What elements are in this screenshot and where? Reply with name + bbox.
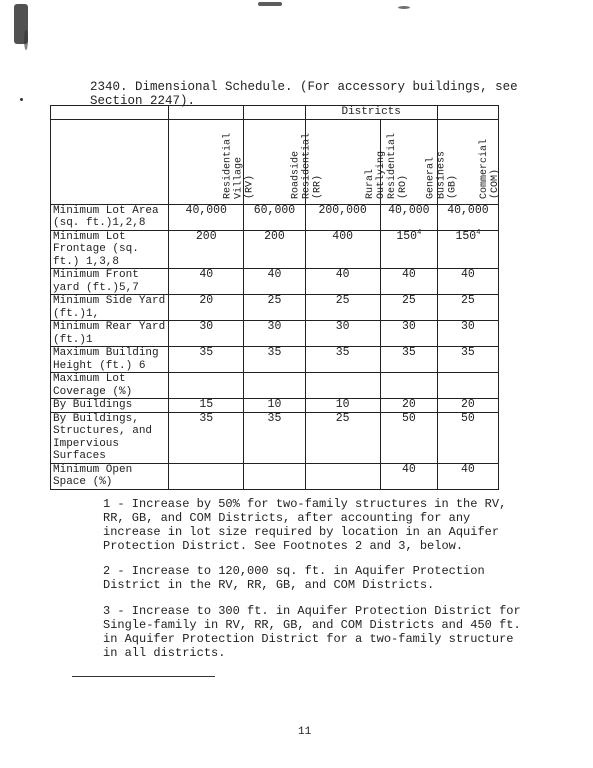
table-row xyxy=(51,230,499,269)
table-cell xyxy=(437,373,498,399)
table-cell xyxy=(437,295,498,321)
column-header-blank xyxy=(51,119,169,204)
table-row xyxy=(51,412,499,463)
cell-value: 40 xyxy=(401,462,416,476)
footnote-ref: 4 xyxy=(476,228,481,237)
cell-value: 25 xyxy=(335,294,350,307)
column-header xyxy=(169,119,256,204)
cell-value: 25 xyxy=(401,294,416,307)
table-cell xyxy=(305,204,380,230)
table-row xyxy=(51,321,499,347)
cell-value: 30 xyxy=(267,320,282,333)
cell-value: 25 xyxy=(267,294,282,307)
cell-value: 200 xyxy=(264,229,285,243)
table-cell xyxy=(169,321,244,347)
cell-value: 60,000 xyxy=(253,203,296,217)
row-label: By Buildings xyxy=(51,399,169,413)
cell-value: 15 xyxy=(199,398,214,411)
table-cell xyxy=(437,463,498,489)
row-label: Minimum Rear Yard (ft.)1 xyxy=(51,321,169,347)
table-corner xyxy=(51,106,169,120)
cell-value: 35 xyxy=(267,346,282,359)
table-cell xyxy=(244,295,305,321)
table-row xyxy=(51,399,499,413)
table-cell xyxy=(244,399,305,413)
footnote-ref: 4 xyxy=(417,228,422,237)
table-cell xyxy=(244,204,305,230)
footnote: 2 - Increase to 120,000 sq. ft. in Aquifer Protection District in the RV, RR, GB, and COM Districts. xyxy=(103,564,485,592)
cell-value: 40 xyxy=(461,462,475,476)
table-cell xyxy=(380,295,437,321)
cell-value: 30 xyxy=(461,320,475,333)
table-cell xyxy=(437,321,498,347)
table-cell xyxy=(437,269,498,295)
cell-value: 25 xyxy=(461,294,475,307)
scan-speck xyxy=(398,6,410,9)
table-cell xyxy=(380,230,437,269)
districts-header: Districts xyxy=(305,106,437,120)
column-header-label: Roadside Residential (RR) xyxy=(290,133,324,200)
column-header xyxy=(244,119,324,204)
row-label: Maximum Building Height (ft.) 6 xyxy=(51,347,169,373)
cell-value: 40 xyxy=(401,268,416,281)
table-cell xyxy=(305,230,380,269)
table-cell xyxy=(380,463,437,489)
table-row xyxy=(51,204,499,230)
page-number: 11 xyxy=(298,726,312,738)
cell-value: 50 xyxy=(401,411,416,425)
cell-value: 200,000 xyxy=(318,203,367,217)
table-cell xyxy=(437,347,498,373)
column-header xyxy=(305,119,409,204)
table-cell xyxy=(380,399,437,413)
cell-value: 40 xyxy=(267,268,282,281)
table-cell xyxy=(305,321,380,347)
column-header-label: Commercial (COM) xyxy=(478,139,501,200)
row-label: Minimum Lot Frontage (sq. ft.) 1,3,8 xyxy=(51,230,169,269)
table-row xyxy=(51,295,499,321)
cell-value: 40,000 xyxy=(185,203,227,217)
column-header xyxy=(380,119,459,204)
table-cell xyxy=(305,269,380,295)
cell-value: 150 xyxy=(455,229,477,243)
table-cell xyxy=(244,463,305,489)
table-cell xyxy=(305,412,380,463)
cell-value: 200 xyxy=(195,229,217,243)
table-cell xyxy=(169,412,244,463)
row-label: Minimum Open Space (%) xyxy=(51,463,169,489)
cell-value: 25 xyxy=(335,411,350,425)
footnote-divider xyxy=(72,676,215,677)
table-cell xyxy=(169,230,244,269)
cell-value: 50 xyxy=(461,411,475,425)
table-cell xyxy=(380,269,437,295)
table-cell xyxy=(305,295,380,321)
column-header-label: General Business (GB) xyxy=(425,151,459,200)
footnote: 1 - Increase by 50% for two-family structures in the RV, RR, GB, and COM Districts, after accounting for any increase in lot size required by location in an Aquifer Protection District. See Footnotes 2 and 3, below. xyxy=(103,497,507,553)
dimensional-schedule-table xyxy=(50,105,499,490)
cell-value: 400 xyxy=(332,229,354,243)
table-cell xyxy=(169,399,244,413)
cell-value: 35 xyxy=(199,346,214,359)
cell-value: 35 xyxy=(335,346,350,359)
table-cell xyxy=(305,463,380,489)
table-row xyxy=(51,347,499,373)
cell-value: 40 xyxy=(199,268,214,281)
cell-value: 20 xyxy=(199,294,214,307)
cell-value: 40 xyxy=(335,268,350,281)
table-cell xyxy=(380,373,437,399)
table-cell xyxy=(380,321,437,347)
table-cell xyxy=(380,412,437,463)
table-cell xyxy=(169,463,244,489)
column-header xyxy=(437,119,501,204)
table-cell xyxy=(169,204,244,230)
cell-value: 30 xyxy=(199,320,214,333)
table-cell xyxy=(305,373,380,399)
table-cell xyxy=(305,347,380,373)
scan-speck xyxy=(258,2,282,6)
column-header-label: Rural Outlying Residential (RO) xyxy=(364,133,409,200)
cell-value: 20 xyxy=(461,398,475,411)
table-cell xyxy=(169,295,244,321)
cell-value: 10 xyxy=(267,398,282,411)
cell-value: 30 xyxy=(335,320,350,333)
cell-value: 10 xyxy=(335,398,350,411)
schedule-heading: 2340. Dimensional Schedule. (For accessory buildings, see Section 2247). xyxy=(90,80,518,108)
table-cell xyxy=(169,373,244,399)
table-row xyxy=(51,269,499,295)
table-cell xyxy=(380,204,437,230)
table-cell xyxy=(305,399,380,413)
table-cell xyxy=(244,373,305,399)
cell-value: 35 xyxy=(401,346,416,359)
cell-value: 35 xyxy=(267,411,282,425)
table-row xyxy=(51,463,499,489)
row-label: Minimum Lot Area (sq. ft.)1,2,8 xyxy=(51,204,169,230)
table-cell xyxy=(437,230,498,269)
row-label: By Buildings, Structures, and Impervious Surfaces xyxy=(51,412,169,463)
table-cell xyxy=(437,412,498,463)
footnote: 3 - Increase to 300 ft. in Aquifer Protection District for Single-family in RV, RR, GB, and COM Districts and 450 ft. in Aquifer Protection District for a two-family structure in all districts. xyxy=(103,604,521,660)
row-label: Minimum Side Yard (ft.)1, xyxy=(51,295,169,321)
cell-value: 35 xyxy=(199,411,214,425)
table-cell xyxy=(380,347,437,373)
table-cell xyxy=(244,230,305,269)
row-label: Minimum Front yard (ft.)5,7 xyxy=(51,269,169,295)
table-cell xyxy=(169,347,244,373)
cell-value: 40 xyxy=(461,268,475,281)
table-cell xyxy=(437,204,498,230)
cell-value: 35 xyxy=(461,346,475,359)
table-cell xyxy=(169,269,244,295)
scan-speck xyxy=(24,30,28,50)
cell-value: 40,000 xyxy=(388,203,430,217)
cell-value: 20 xyxy=(401,398,416,411)
table-cell xyxy=(244,412,305,463)
table-cell xyxy=(437,399,498,413)
table-row xyxy=(51,373,499,399)
cell-value: 150 xyxy=(396,229,418,243)
scan-speck xyxy=(20,98,23,101)
cell-value: 30 xyxy=(401,320,416,333)
row-label: Maximum Lot Coverage (%) xyxy=(51,373,169,399)
cell-value: 40,000 xyxy=(447,203,489,217)
column-header-label: Residential Village (RV) xyxy=(222,133,256,200)
table-cell xyxy=(244,269,305,295)
table-cell xyxy=(244,321,305,347)
table-cell xyxy=(244,347,305,373)
